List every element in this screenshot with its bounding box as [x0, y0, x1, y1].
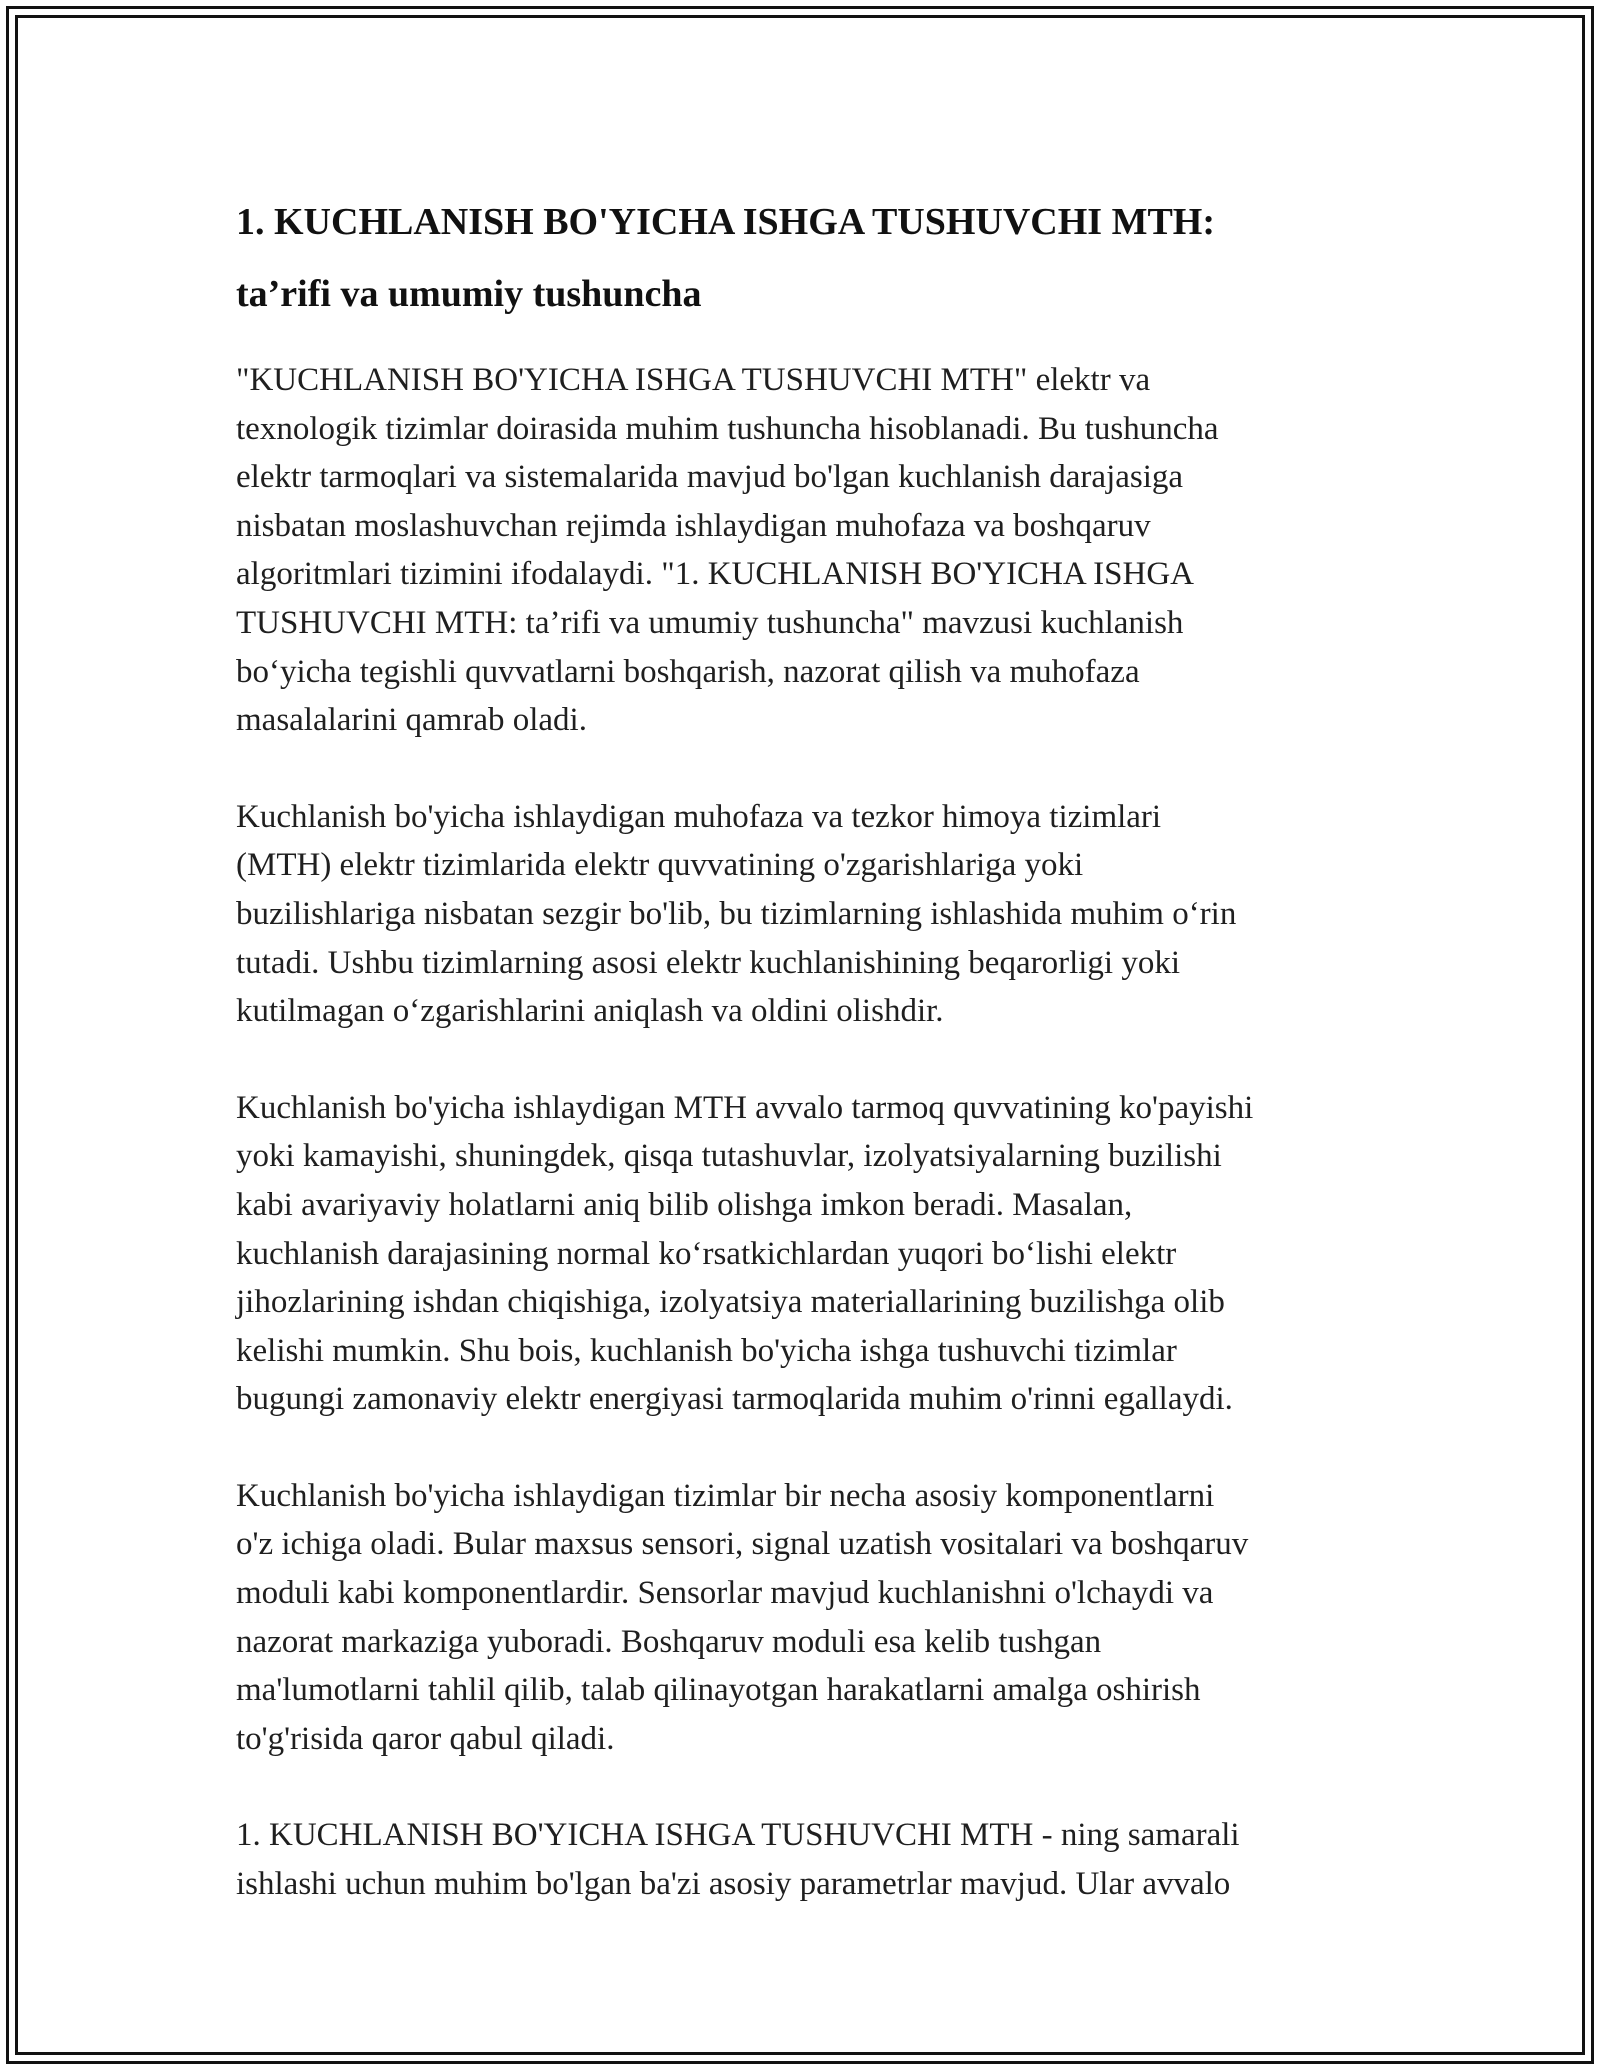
paragraph-parameters: [236, 1811, 1386, 1908]
paragraph-definition: [236, 356, 1386, 745]
title-line: ta’rifi va umumiy tushuncha: [236, 273, 702, 315]
text-line: bo‘yicha tegishli quvvatlarni boshqarish, nazorat qilish va muhofaza: [236, 653, 1140, 690]
text-line: kelishi mumkin. Shu bois, kuchlanish bo'yicha ishga tushuvchi tizimlar: [236, 1332, 1177, 1369]
text-line: ishlashi uchun muhim bo'lgan ba'zi asosiy parametrlar mavjud. Ular avvalo: [236, 1866, 1231, 1903]
text-line: 1. KUCHLANISH BO'YICHA ISHGA TUSHUVCHI MTH - ning samarali: [236, 1817, 1240, 1854]
text-line: ma'lumotlarni tahlil qilib, talab qilinayotgan harakatlarni amalga oshirish: [236, 1672, 1201, 1709]
paragraph-emergencies: [236, 1084, 1386, 1424]
document-page: [236, 186, 1386, 1957]
text-line: buzilishlariga nisbatan sezgir bo'lib, bu tizimlarning ishlashida muhim o‘rin: [236, 895, 1237, 932]
text-line: "KUCHLANISH BO'YICHA ISHGA TUSHUVCHI MTH" elektr va: [236, 362, 1151, 398]
text-line: texnologik tizimlar doirasida muhim tushuncha hisoblanadi. Bu tushuncha: [236, 410, 1219, 447]
text-line: Kuchlanish bo'yicha ishlaydigan tizimlar bir necha asosiy komponentlarni: [236, 1477, 1215, 1514]
text-line: masalalarini qamrab oladi.: [236, 702, 587, 739]
paragraph-protection: [236, 793, 1386, 1036]
text-line: moduli kabi komponentlardir. Sensorlar mavjud kuchlanishni o'lchaydi va: [236, 1575, 1214, 1612]
text-line: tutadi. Ushbu tizimlarning asosi elektr kuchlanishining beqarorligi yoki: [236, 944, 1180, 981]
paragraph-components: [236, 1472, 1386, 1764]
text-line: nisbatan moslashuvchan rejimda ishlaydigan muhofaza va boshqaruv: [236, 507, 1151, 544]
text-line: kabi avariyaviy holatlarni aniq bilib olishga imkon beradi. Masalan,: [236, 1186, 1133, 1223]
text-line: jihozlarining ishdan chiqishiga, izolyatsiya materiallarining buzilishga olib: [236, 1284, 1225, 1321]
text-line: algoritmlari tizimini ifodalaydi. "1. KUCHLANISH BO'YICHA ISHGA: [236, 556, 1194, 593]
text-line: elektr tarmoqlari va sistemalarida mavjud bo'lgan kuchlanish darajasiga: [236, 459, 1184, 496]
text-line: nazorat markaziga yuboradi. Boshqaruv moduli esa kelib tushgan: [236, 1623, 1102, 1660]
text-line: kutilmagan o‘zgarishlarini aniqlash va oldini olishdir.: [236, 993, 944, 1030]
title-line: 1. KUCHLANISH BO'YICHA ISHGA TUSHUVCHI MTH:: [236, 201, 1216, 243]
text-line: to'g'risida qaror qabul qiladi.: [236, 1720, 615, 1757]
text-line: bugungi zamonaviy elektr energiyasi tarmoqlarida muhim o'rinni egallaydi.: [236, 1381, 1233, 1418]
text-line: Kuchlanish bo'yicha ishlaydigan muhofaza va tezkor himoya tizimlari: [236, 798, 1162, 835]
text-line: kuchlanish darajasining normal ko‘rsatkichlardan yuqori bo‘lishi elektr: [236, 1235, 1177, 1272]
document-title: [236, 186, 1386, 330]
text-line: TUSHUVCHI MTH: ta’rifi va umumiy tushuncha" mavzusi kuchlanish: [236, 604, 1184, 641]
text-line: yoki kamayishi, shuningdek, qisqa tutashuvlar, izolyatsiyalarning buzilishi: [236, 1138, 1222, 1175]
text-line: (MTH) elektr tizimlarida elektr quvvatining o'zgarishlariga yoki: [236, 847, 1084, 884]
text-line: Kuchlanish bo'yicha ishlaydigan MTH avvalo tarmoq quvvatining ko'payishi: [236, 1089, 1254, 1126]
text-line: o'z ichiga oladi. Bular maxsus sensori, signal uzatish vositalari va boshqaruv: [236, 1526, 1249, 1563]
